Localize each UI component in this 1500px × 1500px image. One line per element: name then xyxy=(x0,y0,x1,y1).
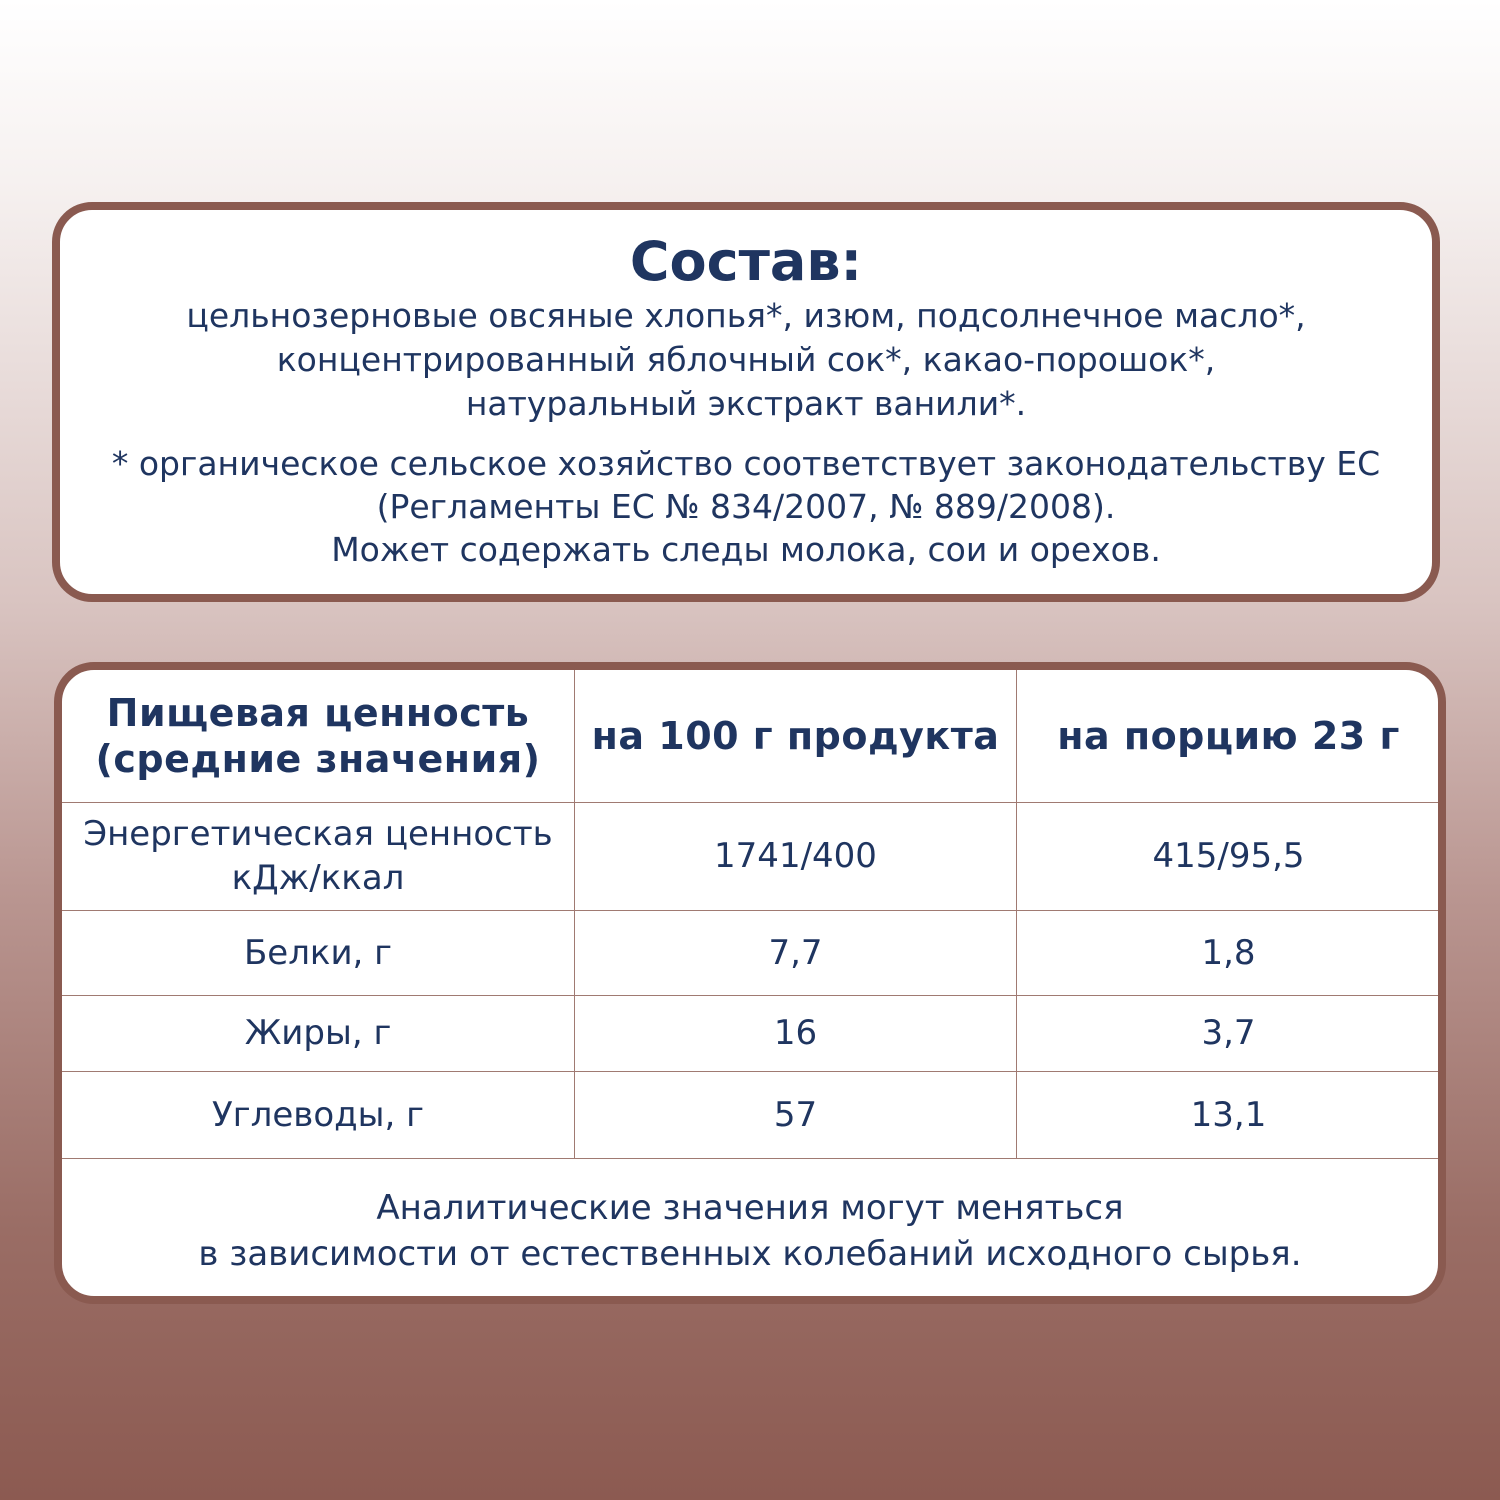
row-label-line: кДж/ккал xyxy=(231,858,405,898)
per-serving-value: 13,1 xyxy=(1017,1071,1441,1158)
per-serving-value: 1,8 xyxy=(1017,910,1441,995)
nutrition-footnote xyxy=(62,1159,1438,1277)
header-line: Пищевая ценность xyxy=(106,690,530,735)
note-line: * органическое сельское хозяйство соответствует законодательству ЕС xyxy=(111,444,1381,483)
composition-title: Состав: xyxy=(629,230,863,293)
header-nutrition-value xyxy=(62,670,575,802)
header-per-100g: на 100 г продукта xyxy=(575,670,1017,802)
per-100g-value: 1741/400 xyxy=(575,802,1017,910)
ingredients-line: цельнозерновые овсяные хлопья*, изюм, подсолнечное масло*, xyxy=(186,296,1306,335)
nutrition-table xyxy=(62,670,1440,1159)
per-100g-value: 16 xyxy=(575,995,1017,1071)
note-line: (Регламенты ЕС № 834/2007, № 889/2008). xyxy=(376,487,1116,526)
table-row xyxy=(62,1071,1440,1158)
per-100g-value: 57 xyxy=(575,1071,1017,1158)
row-label-line: Энергетическая ценность xyxy=(83,814,553,854)
per-serving-value: 3,7 xyxy=(1017,995,1441,1071)
row-label xyxy=(62,802,575,910)
table-row xyxy=(62,910,1440,995)
footnote-line: Аналитические значения могут меняться xyxy=(376,1187,1124,1228)
composition-card xyxy=(52,202,1440,602)
composition-note xyxy=(60,442,1432,571)
ingredients-list xyxy=(60,294,1432,426)
row-label: Белки, г xyxy=(62,910,575,995)
header-per-serving: на порцию 23 г xyxy=(1017,670,1441,802)
row-label: Жиры, г xyxy=(62,995,575,1071)
nutrition-card xyxy=(54,662,1446,1304)
header-line: (средние значения) xyxy=(95,736,541,781)
ingredients-line: концентрированный яблочный сок*, какао-порошок*, xyxy=(276,340,1216,379)
ingredients-line: натуральный экстракт ванили*. xyxy=(465,384,1027,423)
note-line: Может содержать следы молока, сои и орехов. xyxy=(331,530,1161,569)
row-label: Углеводы, г xyxy=(62,1071,575,1158)
per-serving-value: 415/95,5 xyxy=(1017,802,1441,910)
per-100g-value: 7,7 xyxy=(575,910,1017,995)
table-row xyxy=(62,995,1440,1071)
table-header-row xyxy=(62,670,1440,802)
footnote-line: в зависимости от естественных колебаний исходного сырья. xyxy=(198,1233,1302,1274)
table-row xyxy=(62,802,1440,910)
